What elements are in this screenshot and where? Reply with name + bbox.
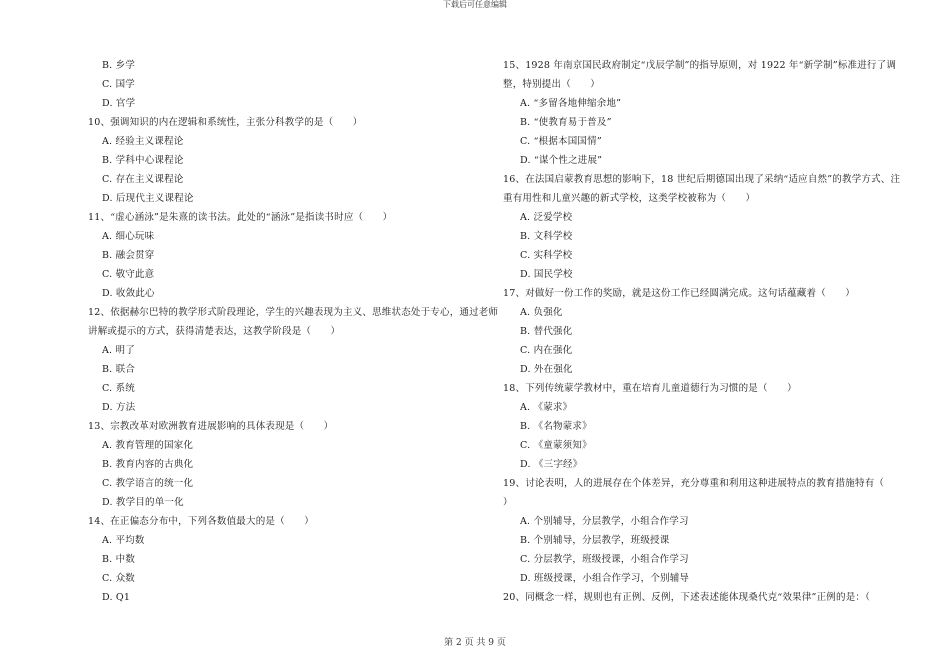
question-12: 12、依据赫尔巴特的教学形式阶段理论，学生的兴趣表现为主义、思维状态处于专心，通过老师 [88,307,499,318]
option: C. 教学语言的统一化 [102,478,194,489]
question-13: 13、宗教改革对欧洲教育进展影响的具体表现是（ ） [88,421,334,432]
left-column [88,56,499,607]
question-19-cont: ） [503,497,513,508]
option: D. 教学目的单一化 [102,497,184,508]
right-column [503,56,903,607]
option: A. 明了 [102,345,135,356]
option: D. 班级授课，小组合作学习，个别辅导 [520,573,690,584]
option: B. 替代强化 [520,326,573,337]
option: D. 外在强化 [520,364,573,375]
option: A. “多留各地伸缩余地” [520,98,622,109]
option: D. 方法 [102,402,136,413]
option: A. 泛爱学校 [520,212,573,223]
option: B. 个别辅导，分层教学，班级授课 [520,535,670,546]
option: A. 《蒙求》 [520,402,573,413]
question-16: 16、在法国启蒙教育思想的影响下，18 世纪后期德国出现了采纳“适应自然”的教学方式、注 [503,174,901,185]
option: C. 众数 [102,573,135,584]
question-17: 17、对做好一份工作的奖励，就是这份工作已经圆满完成。这句话蕴藏着（ ） [503,288,855,299]
option: A. 细心玩味 [102,231,155,242]
option: C. 内在强化 [520,345,573,356]
option: C. 敬守此意 [102,269,155,280]
question-12-cont: 讲解或提示的方式，获得清楚表达，这教学阶段是（ ） [88,326,341,337]
option-b: B. 乡学 [102,60,136,71]
option: A. 教育管理的国家化 [102,440,194,451]
question-15: 15、1928 年南京国民政府制定“戊辰学制”的指导原则，对 1922 年“新学制”标准进行了调 [503,60,897,71]
option: C. 存在主义课程论 [102,174,184,185]
question-11: 11、“虚心涵泳”是朱熹的读书法。此处的“涵泳”是指读书时应（ ） [88,212,393,223]
option: B. 学科中心课程论 [102,155,184,166]
option: D. “谋个性之进展” [520,155,603,166]
option: B. 中数 [102,554,136,565]
option: C. 分层教学，班级授课，小组合作学习 [520,554,689,565]
option: D. 后现代主义课程论 [102,193,194,204]
option: A. 个别辅导，分层教学，小组合作学习 [520,516,689,527]
option: B. 联合 [102,364,136,375]
header-note: 下载后可任意编辑 [443,0,507,9]
question-14: 14、在正偏态分布中，下列各数值最大的是（ ） [88,516,314,527]
question-20: 20、同概念一样，规则也有正例、反例，下述表述能体现桑代克“效果律”正例的是：（ [503,592,871,603]
option: C. 系统 [102,383,135,394]
question-19: 19、讨论表明，人的进展存在个体差异，充分尊重和利用这种进展特点的教育措施特有（ [503,478,885,489]
option: D. 国民学校 [520,269,573,280]
option: C. 实科学校 [520,250,573,261]
option: B. 《名物蒙求》 [520,421,592,432]
question-10: 10、强调知识的内在逻辑和系统性，主张分科教学的是（ ） [88,117,363,128]
option: D. 收敛此心 [102,288,155,299]
question-15-cont: 整，特别提出（ ） [503,79,601,90]
question-16-cont: 重有用性和儿童兴趣的新式学校，这类学校被称为（ ） [503,193,756,204]
option: A. 平均数 [102,535,145,546]
option: D. Q1 [102,592,131,603]
option-d: D. 官学 [102,98,136,109]
option: B. 文科学校 [520,231,573,242]
option: C. 《童蒙须知》 [520,440,592,451]
option: B. “使教育易于普及” [520,117,612,128]
option: B. 融会贯穿 [102,250,155,261]
option: A. 负强化 [520,307,563,318]
option-c: C. 国学 [102,79,135,90]
option: B. 教育内容的古典化 [102,459,194,470]
question-18: 18、下列传统蒙学教材中，重在培育儿童道德行为习惯的是（ ） [503,383,797,394]
option: D. 《三字经》 [520,459,583,470]
option: A. 经验主义课程论 [102,136,184,147]
page-number: 第 2 页 共 9 页 [444,638,506,648]
option: C. “根据本国国情” [520,136,602,147]
